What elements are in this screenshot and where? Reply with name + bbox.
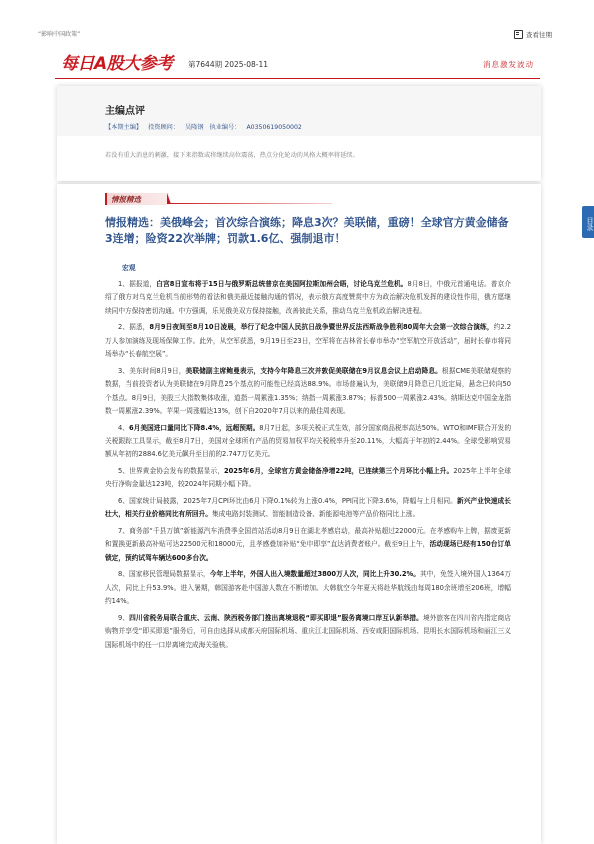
advisor-name: 吴隆钢 — [185, 124, 204, 131]
advisor-label: 投资顾问： — [148, 124, 180, 131]
view-history-link[interactable] — [514, 30, 552, 39]
news-headline: 情报精选：美俄峰会；首次综合演练；降息3次？美联储，重磅！全球官方黄金储备3连增；险资22次举牌；罚款1.6亿、强制退市！ — [105, 216, 509, 245]
history-icon — [514, 30, 523, 39]
license-label: 执业编号： — [209, 124, 241, 131]
editor-summary: 若没有重大消息的刺激，接下来指数或将继续高位震荡，热点分化轮动的风格大概率将延续。 — [105, 152, 359, 159]
news-paragraph: 8、国家移民管理局数据显示，今年上半年，外国人出入境数量超过3800万人次，同比上升30.2%。其中，免签入境外国人1364万人次，同比上升53.9%。进入暑期，韩国游客赴中国游人数在不断增加。大韩航空今年夏天将赴华航线由每周180余班增至206班，增幅约14%。 — [105, 570, 512, 606]
news-paragraph: 1、据报道，白宫8日宣布将于15日与俄罗斯总统普京在美国阿拉斯加州会晤，讨论乌克兰危机。8月8日，中俄元首通电话。普京介绍了俄方对乌克兰危机当前形势的看法和俄美最近接触沟通的情况，表示俄方高度赞赏中方为政治解决危机发挥的建设性作用，俄方愿继续同中方保持密切沟通。中方强调，乐见俄美双方保持接触，改善彼此关系，推动乌克兰危机政治解决进程。 — [105, 280, 511, 315]
tag-label: 情报精选 — [111, 195, 141, 204]
news-paragraph: 9、四川省税务局联合重庆、云南、陕西税务部门推出离境退税“即买即退”服务离境口岸互认新举措。境外旅客在四川省内指定商店购物并享受“即买即退”服务后，可自由选择从成都天府国际机场、重庆江北国际机场、西安咸阳国际机场、昆明长水国际机场和丽江三义国际机场中的任一口岸离境完成海关验核。 — [105, 613, 511, 649]
news-paragraph: 5、世界黄金协会发布的数据显示，2025年6月，全球官方黄金储备净增22吨，已连续第三个月环比小幅上升。2025年上半年全球央行净购金量达123吨，较2024年同期小幅下降。 — [105, 467, 511, 489]
news-paragraph: 7、商务部“千县万镇”新能源汽车消费季全国首站活动8月9日在湖北孝感启动，最高补贴超过22000元。在孝感购车上牌，据废更新和置换更新最高补贴可达22500元和18000元，且孝感叠加补贴“免申即享”直达消费者账户。截至9日上午，活动现场已经有150台订单锁定，预约试驾车辆达600多台次。 — [105, 527, 511, 562]
news-paragraph: 3、美东时间8月9日，美联储副主席鲍曼表示，支持今年降息三次并敦促美联储在9月议息会议上启动降息。根据CME美联储观察的数据，当前投资者认为美联储在9月降息25个基点的可能性已经高达88.9%。市场普遍认为，美联储9月降息已几近定局，悬念已转向50个基点。8月9日，美股三大指数集体收涨，道指一周累涨1.35%；纳指一周累涨3.87%；标普500一周累涨2.43%。纳斯达克中国金龙指数一周累涨2.39%。苹果一周涨幅达13%，创下自2020年7月以来的最佳周表现。 — [105, 366, 512, 416]
masthead-divider — [55, 78, 540, 79]
slogan: 消息激发波动 — [483, 60, 534, 69]
logo: 每日A股大参考 — [61, 54, 173, 74]
source-label: “影响中国政策” — [38, 31, 81, 38]
editor-meta-label: 【本期主编】 — [105, 124, 143, 131]
view-history-label: 查看往期 — [526, 31, 552, 39]
news-paragraph: 6、国家统计局披露，2025年7月CPI环比由6月下降0.1%转为上涨0.4%，PPI同比下降3.6%，降幅与上月相同。新兴产业快速成长壮大，相关行业价格同比有所回升。集成电路封装测试、智能制造设备、新能源电池等产品价格同比上涨。 — [105, 497, 511, 519]
news-paragraph: 2、据悉，8月9日夜间至8月10日凌晨，举行了纪念中国人民抗日战争暨世界反法西斯战争胜利80周年大会第一次综合演练，约2.2万人参加演练及现场保障工作。此外，从空军获悉，9月19日至23日，空军将在吉林省长春市举办“空军航空开放活动”，届时长春市将同场举办“长春航空展”。 — [105, 323, 511, 359]
news-body — [105, 278, 511, 655]
news-card — [57, 184, 541, 844]
tag-underline — [167, 203, 332, 204]
masthead — [55, 53, 540, 75]
table-of-contents-tab[interactable]: 目录 — [582, 206, 594, 238]
issue-info: 第7644期 2025-08-11 — [188, 60, 269, 69]
editor-meta — [105, 122, 306, 131]
news-paragraph: 4、6月美国进口量同比下降8.4%，远超预期。8月7日起，多项关税正式生效，部分国家商品税率高达50%。WTO和IMF联合开发的关税跟踪工具显示，截至8月7日，美国对全球所有产品的贸易加权平均关税税率升至20.11%，大幅高于年初的2.44%。全球受影响贸易额从年初的2884.6亿美元飙升至目前的2.747万亿美元。 — [105, 423, 512, 459]
license-number: A0350619050002 — [246, 124, 302, 131]
section-title-macro: 宏观 — [122, 264, 136, 272]
editor-comment-card — [57, 86, 541, 181]
section-tag — [105, 193, 335, 205]
editor-card-title: 主编点评 — [105, 106, 145, 117]
